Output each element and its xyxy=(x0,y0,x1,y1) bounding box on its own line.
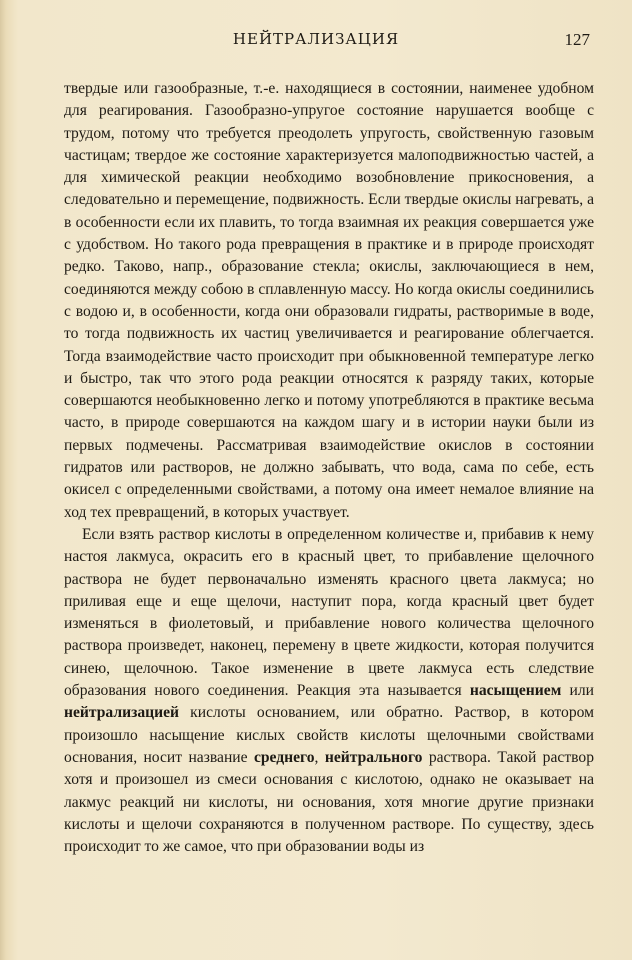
paragraph-2: Если взять раствор кислоты в определенном количестве и, прибавив к нему настоя лакмуса, окрасить его в красный цвет, то прибавление щелочного раствора не будет первоначально изменять красного цвета лакмуса; но приливая еще и еще щелочи, наступит пора, когда красный цвет будет изменяться в фиолетовый, и прибавление нового количества щелочного раствора произведет, наконец, перемену в цвете жидкости, которая получится синею, щелочною. Такое изменение в цвете лакмуса есть следствие образования нового соединения. Реакция эта называется насыщением или нейтрализацией кислоты основанием, или обратно. Раствор, в котором произошло насыщение кислых свойств кислоты щелочными свойствами основания, носит название среднего, нейтрального раствора. Такой раствор хотя и произошел из смеси основания с кислотою, однако не оказывает на лакмус реакций ни кислоты, ни основания, хотя многие другие признаки кислоты и щелочи сохраняются в полученном растворе. По существу, здесь происходит то же самое, что при образовании воды из xyxy=(64,525,594,856)
paragraph-2-part-2: кислоты основанием, или обратно. Раствор, в котором произошло насыщение кислых свойств кислоты щелочными свойствами основания, носит название xyxy=(64,704,594,766)
word-or: или xyxy=(569,682,594,700)
term-neutral: нейтрального xyxy=(324,748,423,766)
paragraph-1: твердые или газообразные, т.-е. находящиеся в состоянии, наименее удобном для реагирования. Газообразно-упругое состояние нарушается вообще с трудом, потому что требуется преодолеть упругость, свойственную газовым частицам; твердое же состояние характеризуется малоподвижностью частей, а для химической реакции необходимо возобновление прикосновения, а следовательно и перемещение, подвижность. Если твердые окислы нагревать, а в особенности если их плавить, то тогда взаимная их реакция совершается уже с удобством. Но такого рода превращения в практике и в природе происходят редко. Таково, напр., образование стекла; окислы, заключающиеся в нем, соединяются между собою в сплавленную массу. Но когда окислы соединились с водою и, в особенности, когда они образовали гидраты, растворимые в воде, то тогда подвижность их частиц увеличивается и реагирование облегчается. Тогда взаимодействие часто происходит при обыкновенной температуре легко и быстро, так что этого рода реакции относятся к разряду таких, которые совершаются необыкновенно легко и потому употребляются в практике весьма часто, в природе совершаются на каждом шагу и в истории науки были из первых подмечены. Рассматривая взаимодействие окислов в состоянии гидратов или растворов, не должно забывать, что вода, сама по себе, есть окисел с определенными свойствами, а потому она имеет немалое влияние на ход тех превращений, в которых участвует. xyxy=(64,80,594,521)
text-body xyxy=(64,78,594,858)
page-number: 127 xyxy=(564,30,590,49)
paragraph-2-part-1: Если взять раствор кислоты в определенном количестве и, прибавив к нему настоя лакмуса, окрасить его в красный цвет, то прибавление щелочного раствора не будет первоначально изменять красного цвета лакмуса; но приливая еще и еще щелочи, наступит пора, когда красный цвет будет изменяться в фиолетовый, и прибавление нового количества щелочного раствора произведет, наконец, перемену в цвете жидкости, которая получится синею, щелочною. Такое изменение в цвете лакмуса есть следствие образования нового соединения. Реакция эта называется xyxy=(64,525,594,700)
term-saturation: насыщением xyxy=(469,682,562,700)
term-middle: среднего xyxy=(253,748,315,766)
term-neutralization: нейтрализацией xyxy=(64,704,180,722)
paragraph-2-part-3: раствора. Такой раствор хотя и произошел из смеси основания с кислотою, однако не оказывает на лакмус реакций ни кислоты, ни основания, хотя многие другие признаки кислоты и щелочи сохраняются в полученном растворе. По существу, здесь происходит то же самое, что при образовании воды из xyxy=(64,748,594,856)
running-title: НЕЙТРАЛИЗАЦИЯ xyxy=(232,30,400,48)
page-header xyxy=(0,30,632,54)
